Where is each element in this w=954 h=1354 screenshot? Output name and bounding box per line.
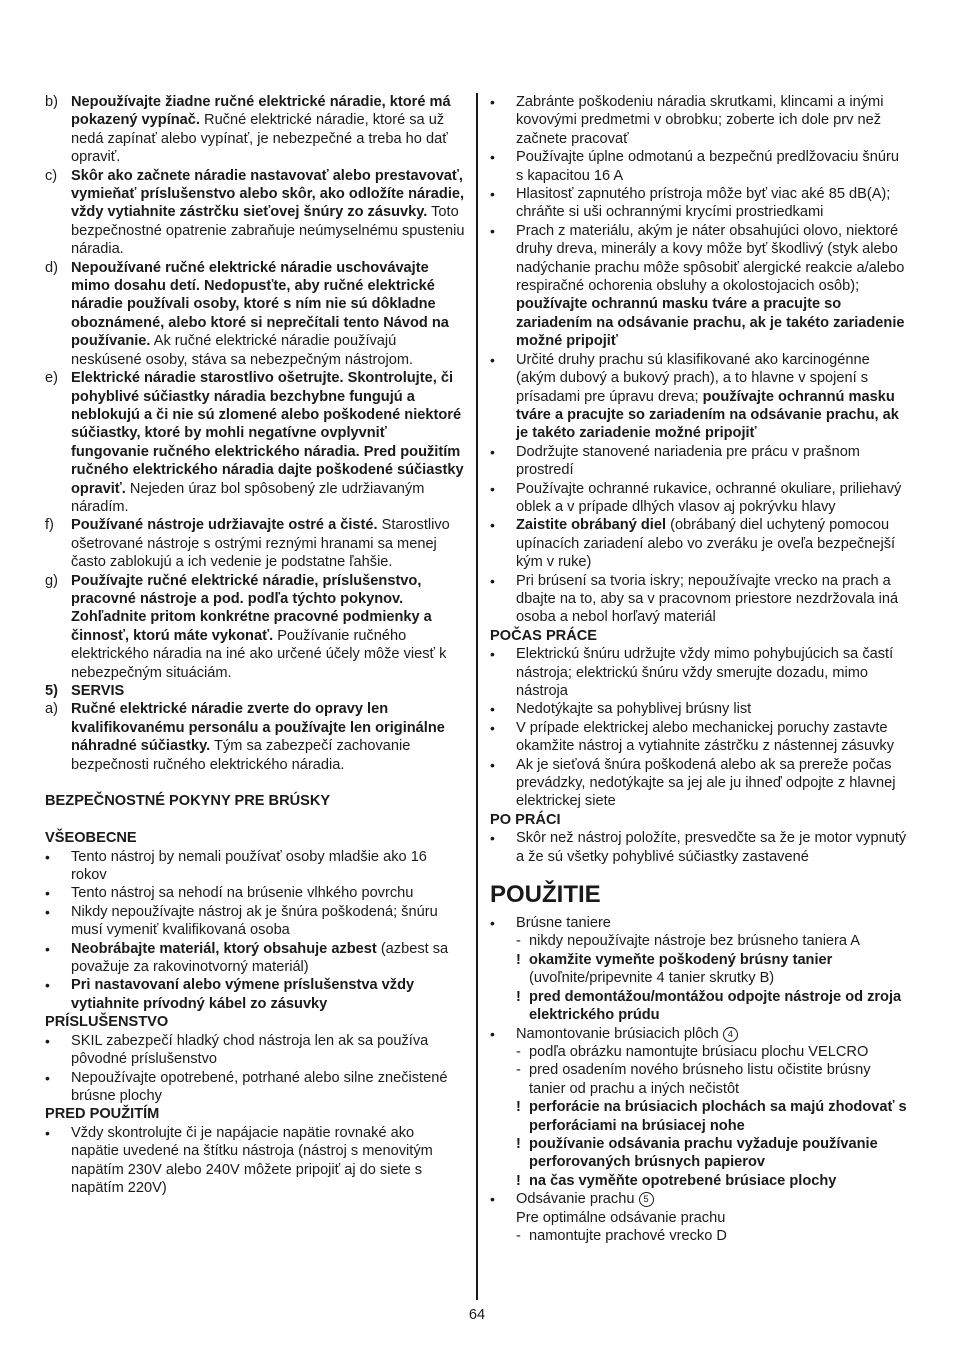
bullet-icon: • <box>490 646 495 663</box>
bullet-icon: • <box>45 940 50 957</box>
list-item <box>45 903 465 940</box>
bullet-icon: • <box>45 1124 50 1141</box>
bullet-icon: • <box>490 149 495 166</box>
bullet-icon: • <box>45 903 50 920</box>
list-item <box>490 185 910 222</box>
warning-item <box>490 1098 910 1135</box>
bullet-icon: • <box>45 848 50 865</box>
list-item-text: Odsávanie prachu <box>516 1191 635 1208</box>
rule-c-bold: Skôr ako začnete náradie nastavovať alebo prestavovať, vymieňať príslušenstvo alebo skôr, ako odložíte náradie, vždy vytiahnite zástrčku sieťovej šnúry zo zásuvky. <box>71 167 465 221</box>
rule-g-bold: Používajte ručné elektrické náradie, príslušenstvo, pracovné nástroje a pod. podľa týchto pokynov. Zohľadnite pritom konkrétne pracovné podmienky a činnosť, ktorú máte vykonať. <box>71 572 432 644</box>
list-item-text: Určité druhy prachu sú klasifikované ako karcinogénne (akým dubový a bukový prach), a to hlavne v spojení s prísadami pre úpravu dreva; <box>516 351 870 405</box>
list-item <box>490 351 910 443</box>
bullet-icon: • <box>490 443 495 460</box>
warning-item <box>490 1135 910 1172</box>
list-item-text: Používajte úplne odmotanú a bezpečnú predlžovaciu šnúru s kapacitou 16 A <box>516 149 899 184</box>
rule-c-text: Toto bezpečnostné opatrenie zabraňuje neúmyselnému spusteniu náradia. <box>71 204 465 258</box>
list-item <box>490 222 910 351</box>
list-item-text: Zabránte poškodeniu náradia skrutkami, klincami a inými kovovými predmetmi v obrobku; zoberte ich dole prv než začnete pracovať <box>516 94 884 147</box>
list-item-text: Nedotýkajte sa pohyblivej brúsny list <box>516 701 752 718</box>
list-item <box>45 1124 465 1198</box>
list-marker: a) <box>45 701 58 718</box>
list-item <box>490 700 910 718</box>
warning-text: pred demontážou/montážou odpojte nástroje od zroja elektrického prúdu <box>529 988 902 1024</box>
list-marker: c) <box>45 167 58 184</box>
list-item-text: Používajte ochranné rukavice, ochranné okuliare, priliehavý oblek a v prípade dlhých vlasov aj pokrývku hlavy <box>516 480 902 515</box>
sub-item-text: nikdy nepoužívajte nástroje bez brúsneho taniera A <box>529 933 861 950</box>
list-item <box>45 1069 465 1106</box>
sub-item <box>490 932 910 950</box>
bullet-icon: • <box>490 94 495 110</box>
bullet-icon: • <box>490 572 495 589</box>
list-item <box>490 148 910 185</box>
list-item <box>490 719 910 756</box>
bullet-icon: • <box>490 351 495 368</box>
exclamation-icon: ! <box>516 988 521 1005</box>
list-item-text: Namontovanie brúsiacich plôch <box>516 1025 719 1042</box>
warning-item <box>490 951 910 988</box>
sub-item-text: namontujte prachové vrecko D <box>529 1227 727 1244</box>
warning-text: perforácie na brúsiacich plochách sa majú zhodovať s perforáciami na brúsiacej nohe <box>529 1099 907 1134</box>
bullet-icon: • <box>490 701 495 718</box>
column-divider <box>476 93 478 1300</box>
list-item <box>490 914 910 932</box>
rule-b-bold: Nepoužívajte žiadne ručné elektrické náradie, ktoré má pokazený vypínač. <box>71 94 451 129</box>
rule-c <box>45 167 465 259</box>
list-item <box>45 884 465 902</box>
list-item-text: Tento nástroj sa nehodí na brúsenie vlhkého povrchu <box>71 885 414 902</box>
list-item-text: Brúsne taniere <box>516 915 611 932</box>
list-item <box>490 1025 910 1043</box>
dash-icon: - <box>516 1043 521 1060</box>
dash-icon: - <box>516 1062 521 1079</box>
left-column <box>45 93 465 1197</box>
list-item <box>490 93 910 148</box>
bullet-icon: • <box>490 222 495 239</box>
rule-b-text: Ručné elektrické náradie, ktoré sa už nedá zapínať alebo vypínať, je nebezpečné a treba ho dať opraviť. <box>71 112 448 166</box>
page-number: 64 <box>468 1307 486 1323</box>
rule-a-bold: Ručné elektrické náradie zverte do opravy len kvalifikovanému personálu a používajte len originálne náhradné súčiastky. <box>71 701 445 755</box>
sub-item-text: pred osadením nového brúsneho listu očistite brúsny tanier od prachu a iných nečistôt <box>529 1062 871 1097</box>
list-item-text: SKIL zabezpečí hladký chod nástroja len ak sa používa pôvodné príslušenstvo <box>71 1032 429 1068</box>
list-item <box>490 756 910 811</box>
exclamation-icon: ! <box>516 951 521 968</box>
bullet-icon: • <box>490 830 495 847</box>
general-heading: VŠEOBECNE <box>45 830 137 847</box>
sub-item <box>490 1061 910 1098</box>
rule-d <box>45 259 465 369</box>
bullet-icon: • <box>490 1191 495 1208</box>
servis-title: SERVIS <box>71 683 125 699</box>
during-work-heading: POČAS PRÁCE <box>490 627 598 644</box>
list-item <box>45 1032 465 1069</box>
list-marker: 5) <box>45 683 58 699</box>
figure-number-icon: 5 <box>639 1192 654 1207</box>
list-item <box>490 829 910 866</box>
rule-a <box>45 700 465 774</box>
rule-e <box>45 369 465 516</box>
rule-e-bold: Elektrické náradie starostlivo ošetrujte. Skontrolujte, či pohyblivé súčiastky náradia bezchybne fungujú a neblokujú a či nie sú zlomené alebo poškodené niektoré súčiastky, ktoré by mohli negatívne ovplyvniť fungovanie ručného elektrického náradia. Pred použitím ručného elektrického náradia dajte poškodené súčiastky opraviť. <box>71 370 464 497</box>
right-column <box>490 93 910 1245</box>
rule-a-text: Tým sa zabezpečí zachovanie bezpečnosti ručného elektrického náradia. <box>71 738 411 773</box>
bullet-icon: • <box>490 915 495 932</box>
list-item-text: Prach z materiálu, akým je náter obsahujúci olovo, niektoré druhy dreva, minerály a kovy môže byť škodlivý (styk alebo nadýchanie prachu môže spôsobiť alergické reakcie a/alebo respiračné ochorenia obsluhy a okolostojacich osôb); <box>516 222 905 295</box>
list-item-text: Dodržujte stanovené nariadenia pre prácu v prašnom prostredí <box>516 443 860 479</box>
list-item <box>490 1190 910 1208</box>
bullet-icon: • <box>45 885 50 902</box>
list-item-bold: Zaistite obrábaný diel <box>516 517 667 534</box>
accessories-heading: PRÍSLUŠENSTVO <box>45 1014 169 1031</box>
list-item-text: Elektrickú šnúru udržujte vždy mimo pohybujúcich sa častí nástroja; elektrickú šnúru vždy smerujte dozadu, mimo nástroja <box>516 646 894 699</box>
list-item-bold: Neobrábajte materiál, ktorý obsahuje azbest <box>71 940 377 957</box>
bullet-icon: • <box>45 977 50 994</box>
list-item-bold: používajte ochrannú masku tváre a pracujte so zariadením na odsávanie prachu, ak je takéto zariadenie možné pripojiť <box>516 388 899 442</box>
list-item-text: Nikdy nepoužívajte nástroj ak je šnúra poškodená; šnúru musí vymeniť kvalifikovaná osoba <box>71 903 438 939</box>
dash-icon: - <box>516 933 521 950</box>
sub-item <box>490 1043 910 1061</box>
rule-g-text: Používanie ručného elektrického náradia na iné ako určené účely môže viesť k nebezpečným situáciám. <box>71 627 447 681</box>
bullet-icon: • <box>490 517 495 534</box>
rule-f-bold: Používané nástroje udržiavajte ostré a čisté. <box>71 517 378 534</box>
list-item-bold: Pri nastavovaní alebo výmene príslušenstva vždy vytiahnite prívodný kábel zo zásuvky <box>71 977 415 1012</box>
list-item-bold: používajte ochrannú masku tváre a pracujte so zariadením na odsávanie prachu, ak je takéto zariadenie možné pripojiť <box>516 296 905 350</box>
list-item <box>490 645 910 700</box>
exclamation-icon: ! <box>516 1135 521 1152</box>
list-item-text: (obrábaný diel uchytený pomocou upínacích zariadení alebo vo zveráku je oveľa bezpečnejší kým v ruke) <box>516 517 896 571</box>
rule-e-text: Nejeden úraz bol spôsobený zle udržiavaným náradím. <box>71 480 425 515</box>
bullet-icon: • <box>490 756 495 773</box>
after-work-heading: PO PRÁCI <box>490 811 561 828</box>
rule-g <box>45 572 465 682</box>
list-item <box>45 940 465 977</box>
rule-f-text: Starostlivo ošetrované nástroje s ostrými reznými hranami sa menej často zablokujú a ich vedenie je podstatne ľahšie. <box>71 517 450 571</box>
bullet-icon: • <box>490 719 495 736</box>
bullet-icon: • <box>490 186 495 203</box>
list-item-text: (azbest sa považuje za rakovinotvorný materiál) <box>71 940 449 976</box>
list-marker: e) <box>45 370 58 387</box>
section-title: POUŽITIE <box>490 881 601 909</box>
list-item <box>490 480 910 517</box>
list-item-text: Tento nástroj by nemali používať osoby mladšie ako 16 rokov <box>71 848 427 884</box>
dash-icon: - <box>516 1227 521 1244</box>
exclamation-icon: ! <box>516 1099 521 1116</box>
servis-heading <box>45 682 465 700</box>
sub-item-text: podľa obrázku namontujte brúsiacu plochu VELCRO <box>529 1043 869 1060</box>
paragraph: Pre optimálne odsávanie prachu <box>516 1209 726 1226</box>
rule-f <box>45 516 465 571</box>
bullet-icon: • <box>45 1032 50 1049</box>
list-item-text: Skôr než nástroj položíte, presvedčte sa že je motor vypnutý a že sú všetky pohyblivé súčiastky zastavené <box>516 830 907 865</box>
list-item-text: Hlasitosť zapnutého prístroja môže byť viac aké 85 dB(A); chráňte si uši ochrannými krycími prostriedkami <box>516 186 891 221</box>
list-marker: d) <box>45 259 58 276</box>
warning-item <box>490 988 910 1025</box>
list-item-text: Pri brúsení sa tvoria iskry; nepoužívajte vrecko na prach a dbajte na to, aby sa v pracovnom priestore nezdržovala iná osoba a nebol horľavý materiál <box>516 572 899 626</box>
bullet-icon: • <box>490 480 495 497</box>
list-item-text: Ak je sieťová šnúra poškodená alebo ak sa prereže počas prevádzky, nedotýkajte sa jej ale ju ihneď odpojte z hlavnej elektrickej siete <box>516 756 896 810</box>
list-item <box>490 443 910 480</box>
list-item <box>45 976 465 1013</box>
list-item-text: Nepoužívajte opotrebené, potrhané alebo silne znečistené brúsne plochy <box>71 1069 448 1104</box>
list-item-text: V prípade elektrickej alebo mechanickej poruchy zastavte okamžite nástroj a vytiahnite zástrčku z nástennej zásuvky <box>516 719 894 755</box>
list-marker: g) <box>45 572 58 589</box>
rule-d-bold: Nepoužívané ručné elektrické náradie uschovávajte mimo dosahu detí. Nedopusťte, aby ručné elektrické náradie používali osoby, ktoré s ním nie sú dôkladne oboznámené, alebo ktoré si neprečítali tento Návod na používanie. <box>71 259 449 350</box>
safety-heading: BEZPEČNOSTNÉ POKYNY PRE BRÚSKY <box>45 793 331 810</box>
exclamation-icon: ! <box>516 1172 521 1189</box>
warning-text: okamžite vymeňte poškodený brúsny tanier <box>529 951 833 968</box>
rule-d-text: Ak ručné elektrické náradie používajú neskúsené osoby, stáva sa nebezpečným nástrojom. <box>71 333 414 368</box>
list-item <box>45 848 465 885</box>
warning-text: používanie odsávania prachu vyžaduje používanie perforovaných brúsnych papierov <box>529 1135 878 1171</box>
before-use-heading: PRED POUŽITÍM <box>45 1106 160 1123</box>
figure-number-icon: 4 <box>723 1027 738 1042</box>
warning-text: na čas vyměňte opotrebené brúsiace plochy <box>529 1172 837 1189</box>
bullet-icon: • <box>45 1069 50 1086</box>
rule-b <box>45 93 465 167</box>
list-item-text: Vždy skontrolujte či je napájacie napätie rovnaké ako napätie uvedené na štítku nástroja (nástroj s menovitým napätím 230V alebo 240V môžete pripojiť aj do siete s napätím 220V) <box>71 1124 433 1196</box>
list-marker: f) <box>45 517 54 534</box>
warning-item <box>490 1172 910 1190</box>
list-item <box>490 516 910 571</box>
list-item <box>490 572 910 627</box>
sub-item <box>490 1227 910 1245</box>
bullet-icon: • <box>490 1025 495 1042</box>
warning-note: (uvoľnite/pripevnite 4 tanier skrutky B) <box>529 970 775 987</box>
list-marker: b) <box>45 94 58 110</box>
